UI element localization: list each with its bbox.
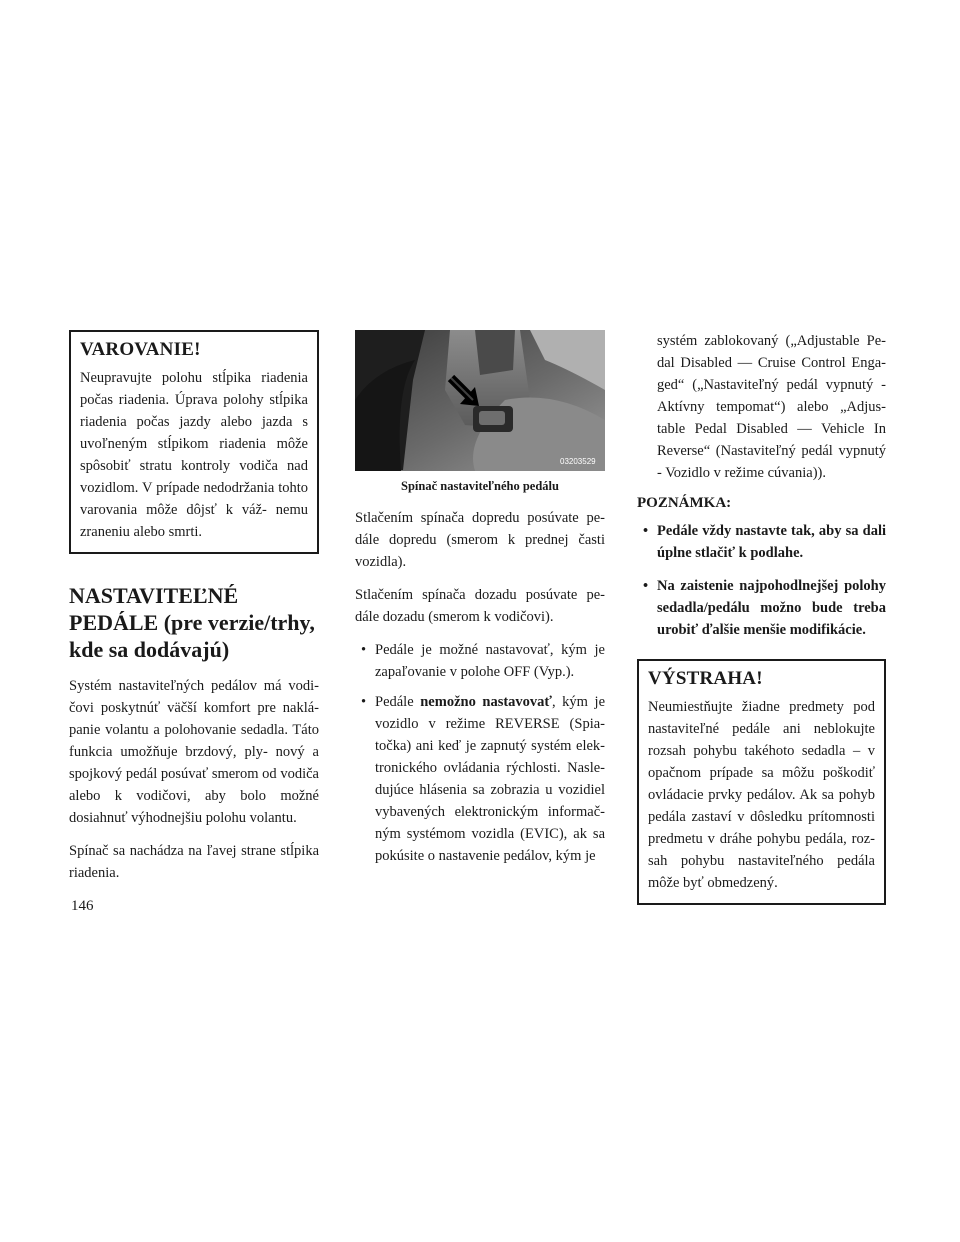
caution-box: [637, 659, 886, 905]
bullet-glyph: •: [643, 523, 649, 539]
photo-illustration: [355, 330, 605, 471]
list-item-emphasis: nemožno nastavovať: [420, 694, 552, 710]
column-middle: [355, 330, 605, 875]
column-left: [69, 330, 319, 895]
list-item: [637, 520, 886, 564]
list-item: [355, 639, 605, 683]
forward-paragraph: Stlačením spínača dopredu posúvate pe- dále dopredu (smerom k prednej časti vozidla).: [355, 510, 605, 570]
note-item-text: Na zaistenie najpohodlnejšej polohy sedadla/pedálu možno bude treba urobiť ďalšie menšie modifikácie.: [657, 578, 886, 638]
warning-title: VAROVANIE!: [80, 339, 201, 360]
warning-text: Neupravujte polohu stĺpika riadenia počas riadenia. Úprava polohy stĺpika riadenia počas jazdy alebo jazda s uvoľneným stĺpikom riadenia môže spôsobiť stratu kontroly vodiča nad vozidlom. V prípade nedodržania tohto varovania môže dôjsť k váž- nemu zraneniu alebo smrti.: [80, 370, 308, 540]
backward-paragraph: Stlačením spínača dozadu posúvate pe- dále dozadu (smerom k vodičovi).: [355, 587, 605, 625]
note-item-text: Pedále vždy nastavte tak, aby sa dali úplne stlačiť k podlahe.: [657, 523, 886, 561]
note-list: [637, 520, 886, 641]
list-item-suffix: , kým je vozidlo v režime REVERSE (Spia- točka) ani keď je zapnutý systém elek- tronického ovládania rýchlosti. Nasle- dujúce hlásenia sa zobrazia u vozidiel vybavených elektronickým informač- ným systémom vozidla (EVIC), ak sa pokúsite o nastavenie pedálov, kým je: [375, 694, 606, 864]
section-heading: NASTAVITEĽNÉ PEDÁLE (pre verzie/trhy, kde sa dodávajú): [69, 583, 315, 662]
figure-caption: Spínač nastaviteľného pedálu: [401, 479, 559, 493]
bullet-glyph: •: [643, 578, 649, 594]
page-number: 146: [71, 898, 94, 914]
bullet-glyph: •: [361, 642, 367, 658]
list-item: [637, 575, 886, 641]
continuation-paragraph: systém zablokovaný („Adjustable Pe- dal Disabled — Cruise Control Enga- ged“ („Nastaviteľný pedál vypnutý - Aktívny tempomat“) alebo „Adjus- table Pedal Disabled — Vehicle In Reverse“ (Nastaviteľný pedál vypnutý - Vozidlo v režime cúvania)).: [657, 333, 886, 481]
caution-text: Neumiestňujte žiadne predmety pod nastaviteľné pedále ani neblokujte rozsah pohybu takéhoto sedadla – v opačnom prípade sa môžu poškodiť ovládacie prvky pedálov. Ak sa pohyb pedála zastaví v dôsledku prítomnosti predmetu v dráhe pohybu pedála, roz- sah pohybu nastaviteľného pedála môže byť obmedzený.: [648, 699, 875, 891]
caution-title: VÝSTRAHA!: [648, 668, 763, 689]
image-code: 03203529: [560, 457, 596, 466]
note-heading: POZNÁMKA:: [637, 495, 732, 511]
switch-location-paragraph: Spínač sa nachádza na ľavej strane stĺpika riadenia.: [69, 843, 319, 881]
pedal-switch-photo: [355, 330, 605, 471]
bullet-glyph: •: [361, 694, 367, 710]
conditions-list: [355, 639, 605, 867]
list-item-prefix: Pedále: [375, 694, 421, 710]
column-right: [637, 330, 886, 905]
list-item: [355, 691, 605, 867]
warning-box: [69, 330, 319, 554]
intro-paragraph: Systém nastaviteľných pedálov má vodi- čovi poskytnúť väčší komfort pre naklá- panie volantu a polohovanie sedadla. Táto funkcia umožňuje brzdový, ply- nový a spojkový pedál posúvať smerom od vodiča alebo k vodičovi, aby bolo možné dosiahnuť výhodnejšiu polohu volantu.: [69, 678, 319, 826]
list-item-text: Pedále je možné nastavovať, kým je zapaľovanie v polohe OFF (Vyp.).: [375, 642, 605, 680]
